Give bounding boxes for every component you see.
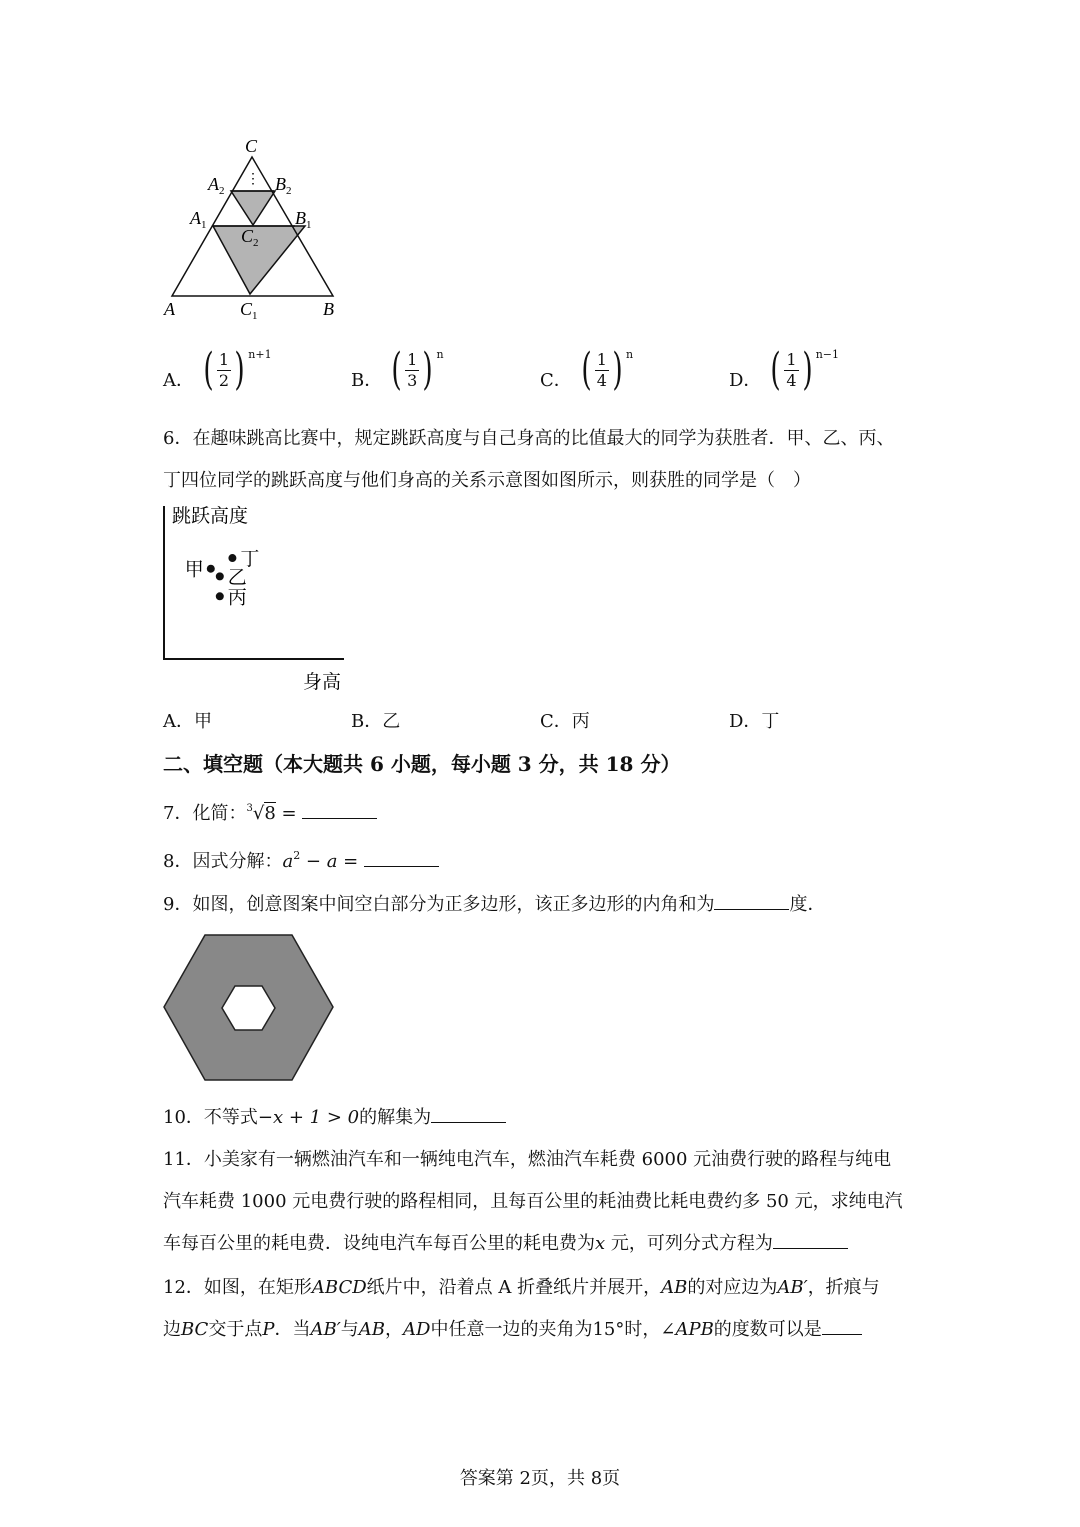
q6-option-a[interactable]: A．甲 (163, 711, 212, 732)
point-3 (228, 554, 236, 562)
q5-option-c[interactable]: C． ( $\frac{1}{4}$ ) n (540, 344, 634, 395)
q6-option-d[interactable]: D．丁 (729, 711, 780, 732)
label-C1: $C_1$ (240, 299, 258, 322)
label-B1: $B_1$ (295, 208, 312, 231)
q8: 8．因式分解：$a^2 - a$ = (163, 847, 439, 873)
q5-option-b[interactable]: B． ( $\frac{1}{3}$ ) n (351, 344, 444, 395)
q7: 7．化简：$^3$√8 = (163, 799, 377, 825)
section-2-title: 二、填空题（本大题共 6 小题，每小题 3 分，共 18 分） (163, 752, 681, 776)
q7-answer-blank[interactable] (302, 800, 377, 819)
q12-line-1: 12．如图，在矩形ABCD纸片中，沿着点 A 折叠纸片并展开，AB的对应边为AB′，折痕与 (163, 1277, 880, 1298)
q6-option-c[interactable]: C．丙 (540, 711, 590, 732)
q10: 10．不等式−x + 1 > 0的解集为 (163, 1103, 506, 1129)
label-B2: $B_2$ (275, 174, 292, 197)
hexagon-figure (160, 932, 338, 1084)
label-C2: $C_2$ (241, 226, 259, 249)
y-axis-label: 跳跃高度 (172, 505, 249, 527)
q9-answer-blank[interactable] (714, 891, 789, 910)
q11-line-3: 车每百公里的耗电费．设纯电汽车每百公里的耗电费为x 元，可列分式方程为 (163, 1229, 848, 1255)
q5-option-d[interactable]: D． ( $\frac{1}{4}$ ) n−1 (729, 344, 840, 395)
q6-line-1: 6．在趣味跳高比赛中，规定跳跃高度与自己身高的比值最大的同学为获胜者．甲、乙、丙、 (163, 428, 895, 449)
q11-answer-blank[interactable] (773, 1230, 848, 1249)
q6-option-b[interactable]: B．乙 (351, 711, 401, 732)
q5-option-a[interactable]: A． ( $\frac{1}{2}$ ) n+1 (163, 344, 272, 395)
point-label-0: 甲 (184, 558, 204, 581)
q9: 9．如图，创意图案中间空白部分为正多边形，该正多边形的内角和为 度． (163, 890, 825, 916)
point-2 (216, 592, 224, 600)
label-A1: $A_1$ (190, 208, 207, 231)
page-footer: 答案第 2页，共 8页 (459, 1468, 621, 1489)
jump-height-chart (158, 498, 388, 698)
point-0 (207, 565, 215, 573)
point-label-1: 乙 (227, 566, 247, 589)
q11-line-1: 11．小美家有一辆燃油汽车和一辆纯电汽车，燃油汽车耗费 6000 元油费行驶的路程与纯电 (163, 1149, 892, 1170)
q8-answer-blank[interactable] (364, 848, 439, 867)
q6-line-2: 丁四位同学的跳跃高度与他们身高的关系示意图如图所示，则获胜的同学是（ ） (163, 470, 811, 491)
q10-answer-blank[interactable] (431, 1104, 506, 1123)
point-label-2: 丙 (227, 586, 247, 609)
gray-triangle-small (231, 191, 275, 225)
point-label-3: 丁 (240, 548, 260, 571)
x-axis-label: 身高 (303, 671, 342, 693)
label-C: C (245, 136, 258, 156)
q12-line-2: 边BC交于点P．当AB′与AB，AD中任意一边的夹角为15°时，∠APB的度数可以是 (163, 1315, 862, 1341)
label-dots: ⋮ (246, 172, 260, 187)
nested-triangle-figure (155, 130, 355, 325)
label-A2: $A_2$ (208, 174, 225, 197)
label-A: A (164, 299, 175, 319)
q11-line-2: 汽车耗费 1000 元电费行驶的路程相同，且每百公里的耗油费比耗电费约多 50 元，求纯电汽 (163, 1191, 903, 1212)
label-B: B (323, 299, 334, 319)
gray-triangle-large (213, 226, 305, 294)
point-1 (216, 572, 224, 580)
q12-answer-blank[interactable] (822, 1316, 862, 1335)
